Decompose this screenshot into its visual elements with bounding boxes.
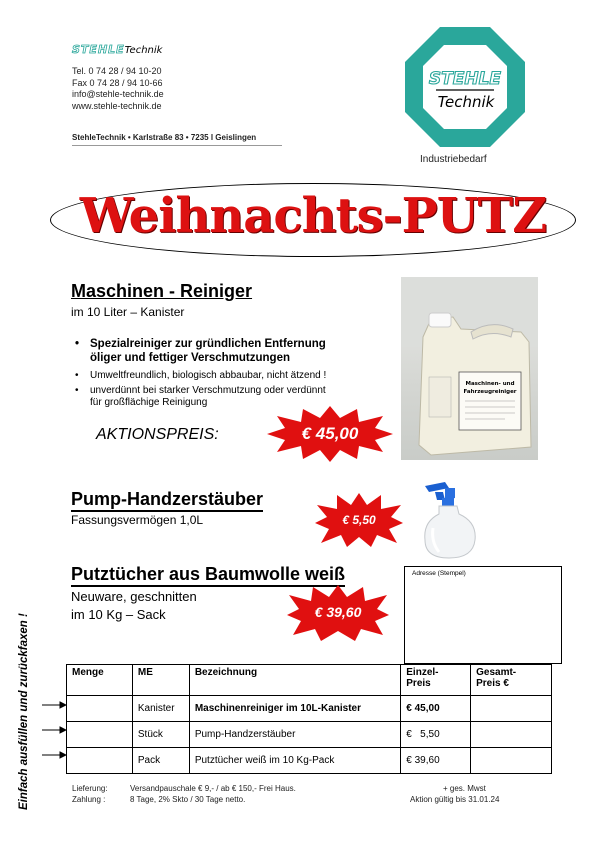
stamp-label: Adresse (Stempel) <box>412 570 466 577</box>
footer-mwst: + ges. Mwst <box>443 784 486 793</box>
product1-bullet-3: • unverdünnt bei starker Verschmutzung oder verdünnt für großflächige Reinigung <box>75 385 326 408</box>
canister-photo <box>401 277 538 460</box>
address-divider <box>72 145 282 146</box>
unit-price-cell: € 45,00 <box>401 696 471 722</box>
product1-subtitle: im 10 Liter – Kanister <box>71 305 185 319</box>
description-cell: Maschinenreiniger im 10L-Kanister <box>189 696 400 722</box>
unit-price-cell: € 5,50 <box>401 722 471 748</box>
svg-text:Fahrzeugreiniger: Fahrzeugreiniger <box>463 389 517 395</box>
table-header-row <box>67 665 552 696</box>
product1-bullet-1: • Spezialreiniger zur gründlichen Entfernung öliger und fettiger Verschmutzungen <box>75 338 326 364</box>
quantity-input[interactable] <box>67 722 133 748</box>
unit-cell: Pack <box>132 748 189 774</box>
page-title: Weihnachts-PUTZ <box>79 188 547 244</box>
footer-zahlung-label: Zahlung : <box>72 795 106 804</box>
product3-subtitle-1: Neuware, geschnitten <box>71 589 197 604</box>
order-table <box>66 664 552 774</box>
product3-subtitle-2: im 10 Kg – Sack <box>71 607 166 622</box>
contact-email[interactable]: info@stehle-technik.de <box>72 89 164 99</box>
col-header-bezeichnung: Bezeichnung <box>189 665 400 696</box>
company-logo-small: STEHLETechnik <box>72 43 163 56</box>
quantity-input[interactable] <box>67 748 133 774</box>
contact-website[interactable]: www.stehle-technik.de <box>72 100 162 111</box>
badge-logo-sub: Technik <box>437 93 495 111</box>
description-cell: Putztücher weiß im 10 Kg-Pack <box>189 748 400 774</box>
col-header-menge: Menge <box>67 665 133 696</box>
table-row <box>67 722 552 748</box>
footer-lieferung-label: Lieferung: <box>72 784 108 793</box>
product3-heading: Putztücher aus Baumwolle weiß <box>71 564 345 587</box>
footer-zahlung-text: 8 Tage, 2% Skto / 30 Tage netto. <box>130 795 246 804</box>
spray-bottle-image <box>415 478 485 560</box>
product1-price: € 45,00 <box>301 424 359 443</box>
company-badge-logo <box>404 26 526 148</box>
stamp-address-box[interactable] <box>404 566 562 664</box>
unit-cell: Kanister <box>132 696 189 722</box>
description-cell: Pump-Handzerstäuber <box>189 722 400 748</box>
table-row <box>67 748 552 774</box>
contact-block <box>72 66 164 112</box>
badge-logo-word: STEHLE <box>428 69 502 89</box>
footer-lieferung-text: Versandpauschale € 9,- / ab € 150,- Frei Haus. <box>130 784 296 793</box>
fax-instruction: Einfach ausfüllen und zurückfaxen ! <box>18 613 30 810</box>
product2-subtitle: Fassungsvermögen 1,0L <box>71 513 204 527</box>
product1-bullet-2: • Umweltfreundlich, biologisch abbaubar, nicht ätzend ! <box>75 370 327 381</box>
contact-phone: Tel. 0 74 28 / 94 10-20 <box>72 66 162 76</box>
unit-cell: Stück <box>132 722 189 748</box>
aktionspreis-label: AKTIONSPREIS: <box>96 426 219 443</box>
col-header-einzelpreis: Einzel- Preis <box>401 665 471 696</box>
table-row <box>67 696 552 722</box>
sender-address: StehleTechnik • Karlstraße 83 • 7235 l Geislingen <box>72 133 257 142</box>
total-price-input[interactable] <box>471 722 552 748</box>
company-tagline: Industriebedarf <box>420 154 487 165</box>
product1-heading: Maschinen - Reiniger <box>71 281 253 301</box>
total-price-input[interactable] <box>471 696 552 722</box>
quantity-input[interactable] <box>67 696 133 722</box>
product3-price: € 39,60 <box>314 604 362 620</box>
row-arrows <box>42 698 66 760</box>
col-header-me: ME <box>132 665 189 696</box>
contact-fax: Fax 0 74 28 / 94 10-66 <box>72 77 163 88</box>
unit-price-cell: € 39,60 <box>401 748 471 774</box>
svg-text:Maschinen- und: Maschinen- und <box>465 381 515 387</box>
total-price-input[interactable] <box>471 748 552 774</box>
col-header-gesamtpreis: Gesamt- Preis € <box>471 665 552 696</box>
footer-aktion-validity: Aktion gültig bis 31.01.24 <box>410 795 500 804</box>
product2-price: € 5,50 <box>342 513 376 527</box>
product2-heading: Pump-Handzerstäuber <box>71 489 263 512</box>
